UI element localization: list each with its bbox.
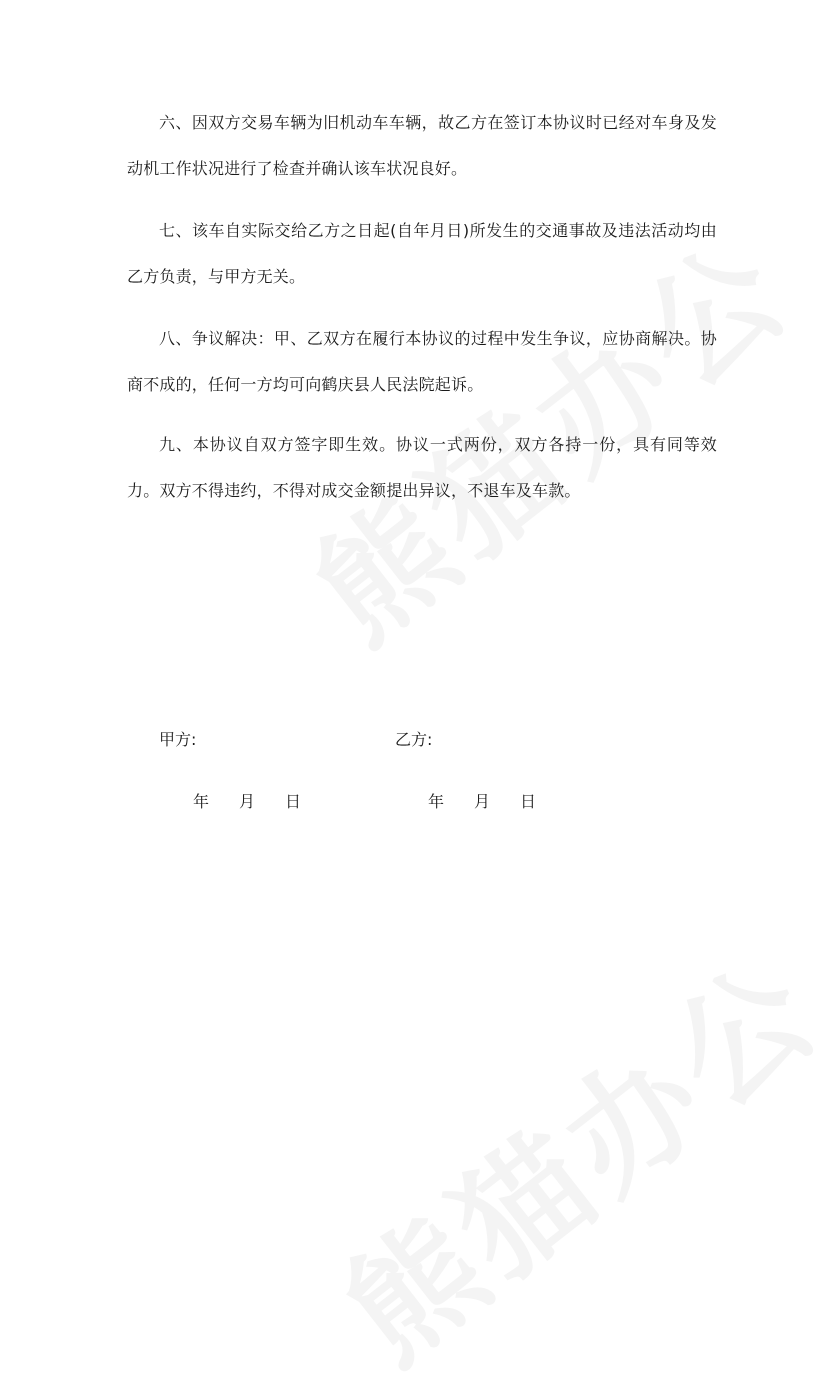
clause-7: 七、该车自实际交给乙方之日起(自年月日)所发生的交通事故及违法活动均由乙方负责，与甲方无关。	[127, 221, 717, 286]
party-b-signature-label: 乙方:	[395, 730, 433, 749]
clause-8: 八、争议解决：甲、乙双方在履行本协议的过程中发生争议，应协商解决。协商不成的，任何一方均可向鹤庆县人民法院起诉。	[127, 329, 717, 394]
clause-6: 六、因双方交易车辆为旧机动车车辆，故乙方在签订本协议时已经对车身及发动机工作状况进行了检查并确认该车状况良好。	[127, 113, 717, 178]
party-b-date	[428, 792, 536, 812]
party-a-signature-label: 甲方:	[159, 730, 197, 749]
date-day-label: 日	[285, 792, 302, 811]
date-year-label: 年	[193, 792, 210, 811]
date-month-label: 月	[239, 792, 256, 811]
party-a-date	[193, 792, 301, 812]
date-year-label: 年	[428, 792, 445, 811]
clause-9: 九、本协议自双方签字即生效。协议一式两份，双方各持一份，具有同等效力。双方不得违约，不得对成交金额提出异议，不退车及车款。	[127, 435, 717, 500]
watermark	[301, 910, 830, 1397]
date-day-label: 日	[520, 792, 537, 811]
date-month-label: 月	[474, 792, 491, 811]
